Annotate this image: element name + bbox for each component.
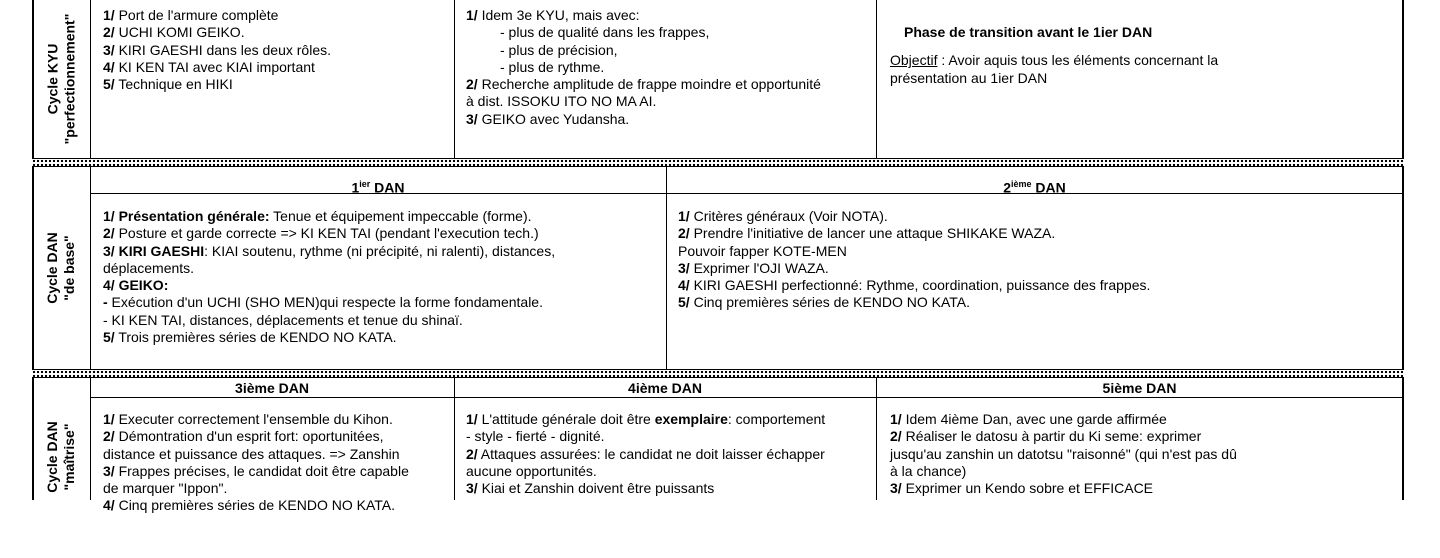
list-item: 2/ Prendre l'initiative de lancer une attaque SHIKAKE WAZA. [678, 225, 1056, 242]
dan-maitrise-label-line1: Cycle DAN [44, 421, 60, 493]
dan-maitrise-label-line2: "maîtrise" [61, 423, 77, 491]
list-item-cont: aucune opportunités. [466, 462, 597, 479]
list-item: 3/ Exprimer un Kendo sobre et EFFICACE [890, 480, 1154, 497]
dan-maitrise-col1 [103, 411, 409, 515]
list-item: 3/ Frappes précises, le candidat doit être capable [103, 462, 409, 479]
list-item: 4/ Cinq premières séries de KENDO NO KATA. [103, 497, 396, 514]
label-separator [90, 0, 91, 500]
section-separator-2 [32, 369, 1404, 378]
kyu-col2 [466, 7, 821, 128]
header-4eme-dan: 4ième DAN [628, 380, 702, 396]
sub-item: - plus de précision, [500, 41, 618, 58]
list-item: 1/ L'attitude générale doit être exemplaire: comportement [466, 411, 826, 427]
list-item: 2/ UCHI KOMI GEIKO. [103, 24, 245, 41]
dan-base-col-sep [666, 167, 667, 369]
list-item: 3/ GEIKO avec Yudansha. [466, 110, 630, 127]
header-5eme-dan: 5ième DAN [1102, 380, 1177, 396]
kyu-col1 [103, 7, 331, 93]
dan-maitrise-col2 [466, 411, 825, 497]
list-item: 1/ Idem 3e KYU, mais avec: [466, 7, 640, 23]
list-item: 3/ Exprimer l'OJI WAZA. [678, 259, 829, 276]
objectif-cont: présentation au 1ier DAN [890, 69, 1048, 86]
kyu-col3 [890, 24, 1218, 87]
list-item: 2/ Réaliser le datosu à partir du Ki seme: exprimer [890, 428, 1202, 445]
objectif-line: Objectif : Avoir aquis tous les éléments concernant la [890, 52, 1219, 69]
kyu-col-sep-2 [876, 0, 877, 158]
list-item-cont: à dist. ISSOKU ITO NO MA AI. [466, 93, 657, 110]
border-right [1402, 0, 1404, 500]
list-item: 1/ Idem 4ième Dan, avec une garde affirmée [890, 411, 1167, 427]
list-item: Pouvoir fapper KOTE-MEN [678, 242, 847, 259]
list-item-cont: à la chance) [890, 462, 967, 479]
list-item: 5/ Cinq premières séries de KENDO NO KATA. [678, 294, 971, 311]
dan-maitrise-header-rule [90, 397, 1403, 398]
transition-title: Phase de transition avant le 1ier DAN [904, 24, 1153, 40]
list-item: 3/ KIRI GAESHI dans les deux rôles. [103, 41, 332, 58]
dan-base-label-line2: "de base" [61, 235, 77, 301]
kyu-label-line1: Cycle KYU [44, 43, 60, 115]
list-item: 3/ KIRI GAESHI: KIAI soutenu, rythme (ni précipité, ni ralenti), distances, [103, 242, 556, 259]
list-item: 2/ Posture et garde correcte => KI KEN TAI (pendant l'execution tech.) [103, 225, 539, 242]
list-item: 2/ Attaques assurées: le candidat ne doit laisser échapper [466, 445, 825, 462]
list-item: 2/ Démontration d'un esprit fort: oportunitées, [103, 428, 384, 445]
list-item-cont: jusqu'au zanshin un datotsu "raisonné" (qui n'est pas dû [890, 445, 1237, 462]
row-label-kyu [32, 0, 90, 158]
section-separator-1 [32, 158, 1404, 167]
list-item: 4/ KIRI GAESHI perfectionné: Rythme, coordination, puissance des frappes. [678, 277, 1151, 294]
list-item: 2/ Recherche amplitude de frappe moindre et opportunité [466, 76, 821, 93]
header-1er-dan: $1^{ier}$ DAN [351, 179, 405, 196]
dan-base-label-line1: Cycle DAN [44, 232, 60, 304]
dan-maitrise-col3 [890, 411, 1237, 497]
sub-item: - plus de rythme. [500, 58, 605, 75]
list-item-cont: - style - fierté - dignité. [466, 428, 605, 445]
kyu-label-line2: "perfectionnement" [61, 13, 77, 145]
sub-item: - Exécution d'un UCHI (SHO MEN)qui respecte la forme fondamentale. [103, 294, 543, 311]
list-item: 1/ Executer correctement l'ensemble du Kihon. [103, 411, 393, 427]
dan-base-col2 [678, 208, 1150, 312]
list-item-cont: de marquer "Ippon". [103, 480, 228, 497]
sub-item: - KI KEN TAI, distances, déplacements et tenue du shinaï. [103, 311, 463, 328]
list-item: 4/ GEIKO: [103, 277, 169, 294]
kyu-col-sep-1 [454, 0, 455, 158]
list-item: 5/ Trois premières séries de KENDO NO KATA. [103, 329, 397, 346]
header-3eme-dan: 3ième DAN [235, 380, 309, 396]
list-item: 4/ KI KEN TAI avec KIAI important [103, 58, 315, 75]
row-label-dan-maitrise [32, 378, 90, 558]
list-item-cont: distance et puissance des attaques. => Zanshin [103, 445, 400, 462]
list-item: 1/ Port de l'armure complète [103, 7, 279, 23]
sub-item: - plus de qualité dans les frappes, [500, 24, 710, 41]
list-item: 3/ Kiai et Zanshin doivent être puissants [466, 480, 715, 497]
list-item: 1/ Présentation générale: Tenue et équipement impeccable (forme). [103, 208, 532, 224]
list-item: 1/ Critères généraux (Voir NOTA). [678, 208, 888, 224]
list-item: 5/ Technique en HIKI [103, 76, 233, 93]
row-label-dan-base [32, 167, 90, 369]
list-item-cont: déplacements. [103, 259, 195, 276]
header-2eme-dan: 2ième DAN [1003, 179, 1066, 196]
dan-base-col1 [103, 208, 555, 346]
